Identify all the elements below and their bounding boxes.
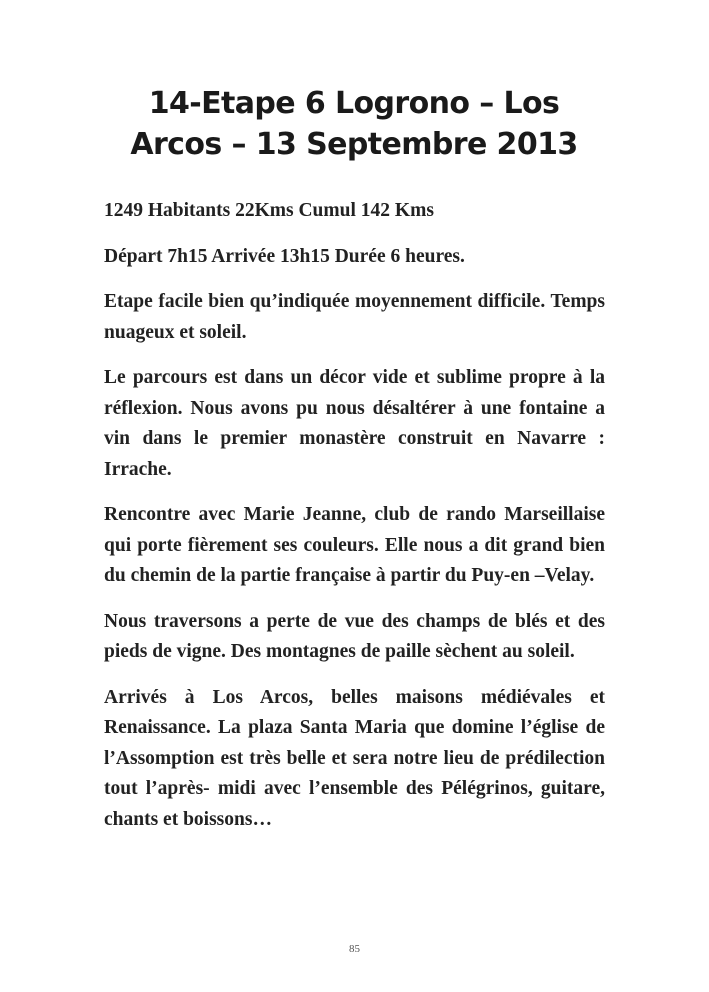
paragraph-route: Le parcours est dans un décor vide et sublime propre à la réflexion. Nous avons pu nous désaltérer à une fontaine a vin dans le premier monastère construit en Navarre : Irrache. [104,367,605,480]
page-title: 14-Etape 6 Logrono – Los Arcos – 13 Septembre 2013 [130,86,578,162]
paragraph-schedule: Départ 7h15 Arrivée 13h15 Durée 6 heures. [104,245,465,267]
paragraph-encounter: Rencontre avec Marie Jeanne, club de rando Marseillaise qui porte fièrement ses couleurs. Elle nous a dit grand bien du chemin de la partie française à partir du Puy-en –Velay. [104,504,605,586]
page-number: 85 [349,943,360,955]
paragraph-stats: 1249 Habitants 22Kms Cumul 142 Kms [104,200,434,221]
paragraph-difficulty: Etape facile bien qu’indiquée moyennement difficile. Temps nuageux et soleil. [104,291,605,343]
paragraph-landscape: Nous traversons a perte de vue des champs de blés et des pieds de vigne. Des montagnes de paille sèchent au soleil. [104,610,605,662]
paragraph-arrival: Arrivés à Los Arcos, belles maisons médiévales et Renaissance. La plaza Santa Maria que domine l’église de l’Assomption est très belle et sera notre lieu de prédilection tout l’après- midi avec l’ensemble des Pélégrinos, guitare, chants et boissons… [104,686,605,830]
body-text [104,196,605,850]
